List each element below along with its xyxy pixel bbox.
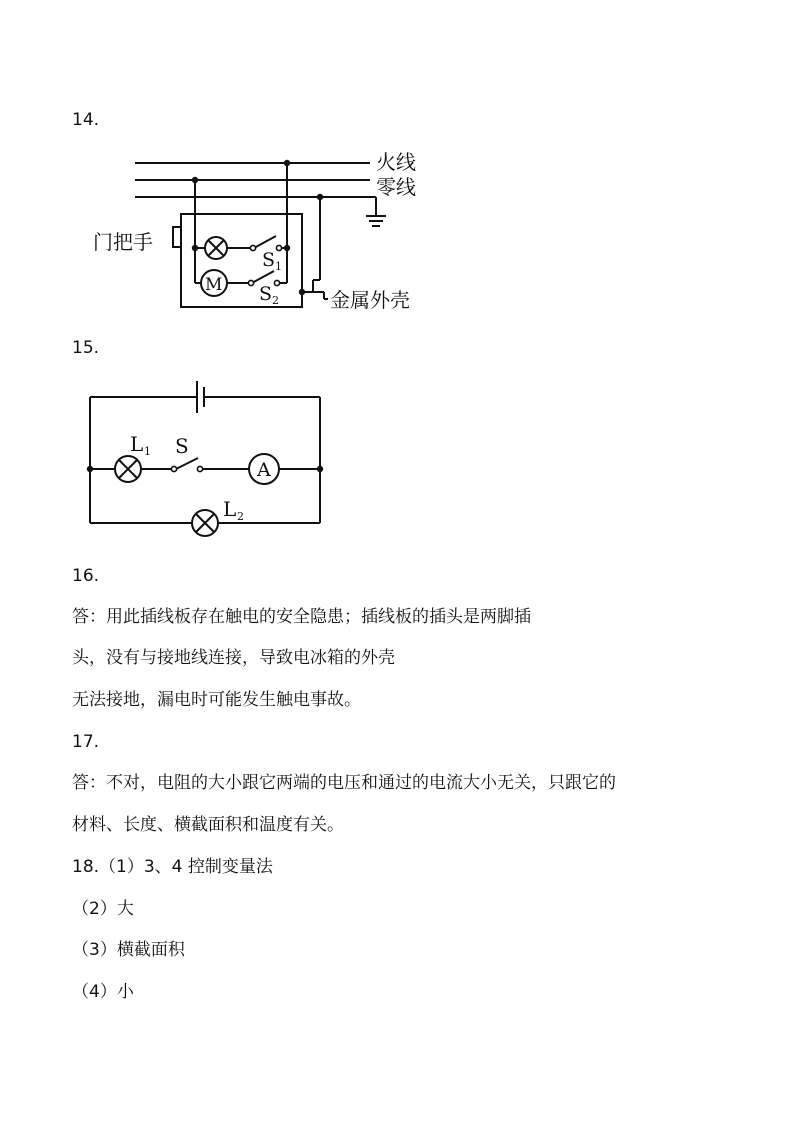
q16-answer-line-2: 头，没有与接地线连接，导致电冰箱的外壳 bbox=[72, 648, 395, 668]
q18-answer-4: （4）小 bbox=[72, 982, 134, 1002]
metal-case-label: 金属外壳 bbox=[330, 288, 410, 312]
q15-number: 15. bbox=[72, 338, 100, 358]
lamp-l2-subscript: 2 bbox=[237, 510, 244, 523]
switch-s-blade bbox=[176, 458, 198, 469]
door-handle-label: 门把手 bbox=[93, 230, 153, 254]
q17-answer-line-1: 答：不对，电阻的大小跟它两端的电压和通过的电流大小无关，只跟它的 bbox=[72, 773, 616, 793]
lamp-l1-subscript: 1 bbox=[144, 445, 151, 458]
switch-s2-label: S bbox=[259, 283, 273, 305]
lamp-l2-label: L bbox=[223, 497, 237, 521]
switch-s-label: S bbox=[175, 434, 189, 458]
q18-answer-3: （3）横截面积 bbox=[72, 940, 185, 960]
q17-answer-line-2: 材料、长度、横截面积和温度有关。 bbox=[72, 815, 344, 835]
switch-s1-subscript: 1 bbox=[275, 260, 282, 273]
live-wire-label: 火线 bbox=[376, 150, 416, 174]
neutral-wire-label: 零线 bbox=[376, 175, 416, 199]
lamp-l1-label: L bbox=[130, 432, 144, 456]
switch-s1-label: S bbox=[262, 249, 276, 271]
q18-answer-2: （2）大 bbox=[72, 899, 134, 919]
q16-answer-line-1: 答：用此插线板存在触电的安全隐患；插线板的插头是两脚插 bbox=[72, 607, 531, 627]
q17-number: 17. bbox=[72, 732, 100, 752]
motor-label: M bbox=[205, 275, 223, 295]
q16-number: 16. bbox=[72, 566, 100, 586]
q18-answer-1: 18.（1）3、4 控制变量法 bbox=[72, 857, 273, 877]
switch-s2-subscript: 2 bbox=[272, 294, 279, 307]
q14-number: 14. bbox=[72, 110, 100, 130]
ammeter-label: A bbox=[257, 459, 271, 481]
q16-answer-line-3: 无法接地，漏电时可能发生触电事故。 bbox=[72, 690, 361, 710]
